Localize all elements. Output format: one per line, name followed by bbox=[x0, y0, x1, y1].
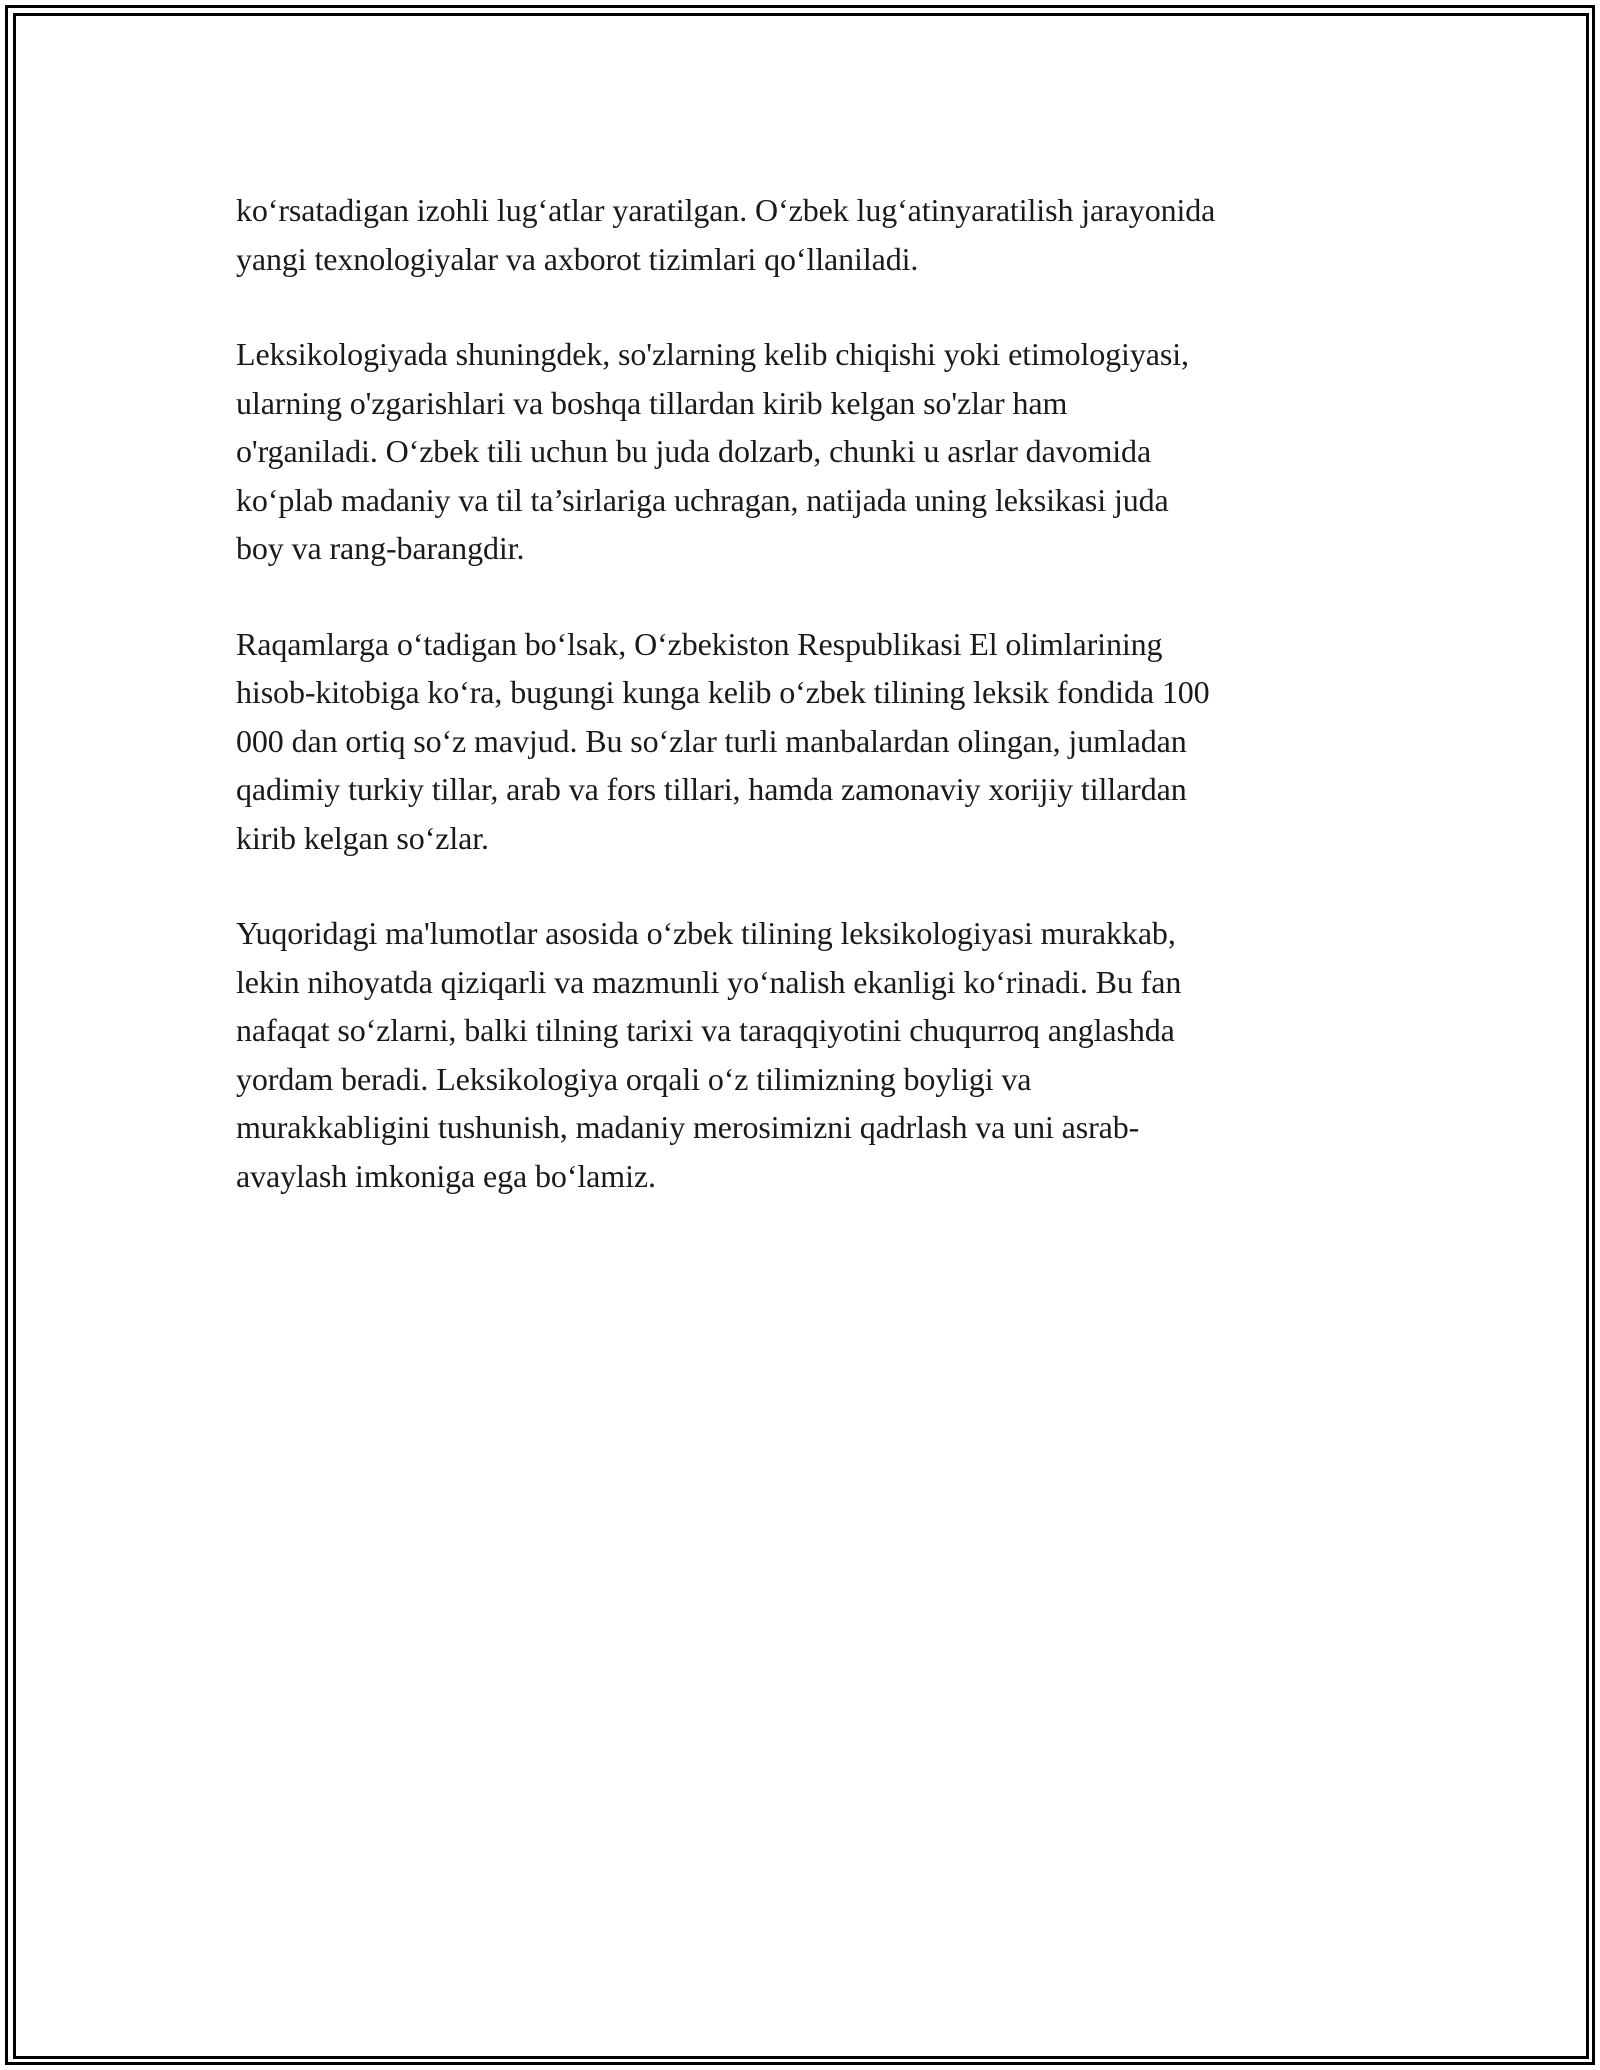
text-line: 000 dan ortiq so‘z mavjud. Bu so‘zlar turli manbalardan olingan, jumladan bbox=[236, 722, 1187, 759]
text-line: boy va rang-barangdir. bbox=[236, 530, 525, 566]
text-line: ko‘plab madaniy va til ta’sirlariga uchragan, natijada uning leksikasi juda bbox=[236, 481, 1169, 518]
text-line: qadimiy turkiy tillar, arab va fors tillari, hamda zamonaviy xorijiy tillardan bbox=[236, 771, 1187, 807]
text-line: Yuqoridagi ma'lumotlar asosida o‘zbek tilining leksikologiyasi murakkab, bbox=[236, 915, 1176, 951]
text-line: hisob-kitobiga ko‘ra, bugungi kunga kelib o‘zbek tilining leksik fondida 100 bbox=[236, 674, 1210, 710]
text-line: yangi texnologiyalar va axborot tizimlari qo‘llaniladi. bbox=[236, 240, 919, 277]
text-line: o'rganiladi. O‘zbek tili uchun bu juda dolzarb, chunki u asrlar davomida bbox=[236, 433, 1152, 469]
text-line: yordam beradi. Leksikologiya orqali o‘z tilimizning boyligi va bbox=[236, 1060, 1032, 1097]
text-line: avaylash imkoniga ega bo‘lamiz. bbox=[236, 1157, 656, 1194]
text-line: nafaqat so‘zlarni, balki tilning tarixi va taraqqiyotini chuqurroq anglashda bbox=[236, 1012, 1175, 1048]
text-line: ularning o'zgarishlari va boshqa tillardan kirib kelgan so'zlar ham bbox=[236, 384, 1068, 421]
text-line: Leksikologiyada shuningdek, so'zlarning kelib chiqishi yoki etimologiyasi, bbox=[236, 336, 1189, 372]
text-line: kirib kelgan so‘zlar. bbox=[236, 819, 489, 856]
text-line: murakkabligini tushunish, madaniy merosimizni qadrlash va uni asrab- bbox=[236, 1109, 1140, 1145]
text-line: Raqamlarga o‘tadigan bo‘lsak, O‘zbekiston Respublikasi El olimlarining bbox=[236, 625, 1163, 662]
text-line: ko‘rsatadigan izohli lug‘atlar yaratilgan. O‘zbek lug‘atinyaratilish jarayonida bbox=[236, 192, 1216, 228]
paragraph-4 bbox=[236, 909, 1376, 1200]
text-line: lekin nihoyatda qiziqarli va mazmunli yo‘nalish ekanligi ko‘rinadi. Bu fan bbox=[236, 963, 1182, 1000]
paragraph-2 bbox=[236, 330, 1376, 573]
paragraph-1 bbox=[236, 186, 1376, 283]
paragraph-3 bbox=[236, 620, 1376, 863]
document-body bbox=[236, 186, 1376, 1247]
